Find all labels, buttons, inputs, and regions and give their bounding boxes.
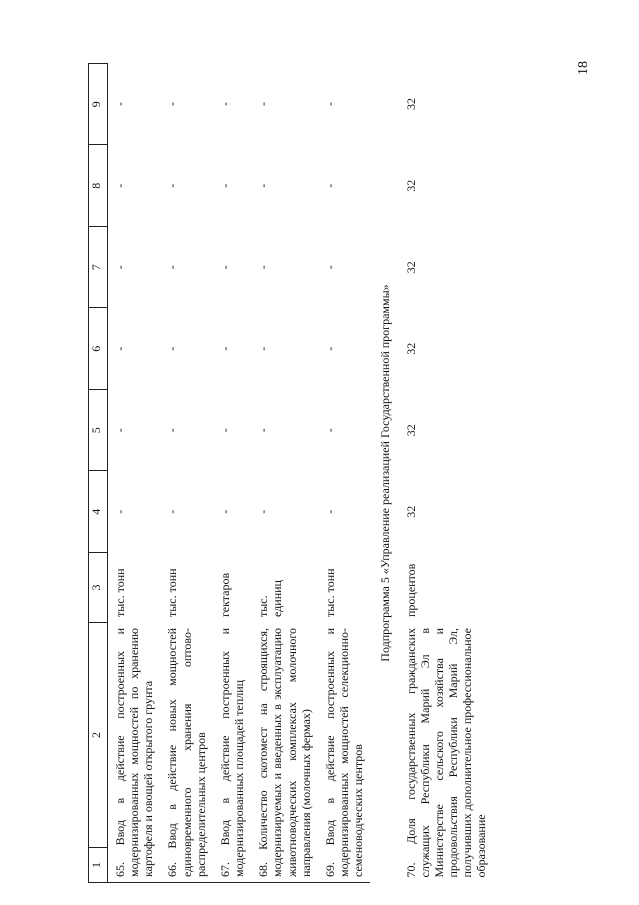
row-number: 68. (256, 862, 271, 877)
value-cell: - (113, 346, 127, 351)
value-cell: - (256, 183, 271, 188)
value-cell: - (322, 265, 337, 270)
indicator-text: Ввод в действие построенных и модернизированных мощностей селекционно-семеноводческих центров (322, 627, 366, 877)
indicator-cell (213, 623, 251, 883)
value-cell: - (113, 509, 127, 514)
table-row (251, 64, 318, 883)
column-header: 9 (89, 64, 108, 146)
unit-cell: тыс. тонн (165, 568, 180, 617)
column-header: 6 (89, 308, 108, 390)
value-cell: - (256, 346, 271, 351)
value-cell: - (256, 428, 271, 433)
value-cell: - (217, 509, 232, 514)
row-number: 67. (217, 862, 232, 877)
row-number: 70. (403, 862, 418, 878)
subprogram-row (370, 64, 398, 883)
value-cell: - (256, 102, 271, 106)
indicator-cell (160, 623, 212, 883)
value-cell: 32 (403, 342, 418, 355)
value-cell: - (165, 265, 180, 270)
row-number: 65. (113, 862, 127, 877)
unit-cell: тыс. тонн (113, 568, 127, 617)
indicator-cell (318, 623, 370, 883)
value-cell: - (165, 346, 180, 351)
table-row (399, 64, 494, 883)
unit-cell: тыс. единиц (256, 580, 285, 617)
column-header: 2 (89, 732, 103, 738)
column-header: 7 (89, 227, 108, 309)
value-cell: - (113, 183, 127, 188)
indicator-text: Доля государственных гражданских служащих Республики Марий Эл в Министерстве сельского хозяйства и продовольствия Республики Марий Эл, получивших дополнительное профессиональное образование (403, 628, 489, 878)
value-cell: 32 (403, 179, 418, 192)
value-cell: - (256, 509, 271, 514)
indicator-text: Ввод в действие новых мощностей единовременного хранения оптово-распределительных центров (165, 627, 208, 877)
page-number: 18 (576, 61, 591, 75)
indicator-cell (399, 623, 494, 883)
column-header: 4 (89, 471, 108, 553)
row-number: 66. (165, 862, 180, 877)
indicator-text: Количество скотомест на строящихся, модернизируемых и введенных в эксплуатацию животноводческих комплексах молочного направления (молочных фермах) (256, 628, 313, 877)
table-row (108, 64, 161, 883)
value-cell: - (165, 102, 180, 106)
value-cell: - (217, 428, 232, 433)
value-cell: - (113, 102, 127, 106)
indicator-text: Ввод в действие построенных и модернизированных площадей теплиц (217, 627, 247, 877)
column-header: 1 (89, 847, 107, 882)
value-cell: - (165, 183, 180, 188)
value-cell: - (256, 265, 271, 270)
value-cell: - (322, 428, 337, 433)
column-header: 8 (89, 145, 108, 227)
table-row (160, 64, 212, 883)
value-cell: 32 (403, 98, 418, 110)
indicator-cell (108, 623, 161, 883)
table-row (318, 64, 370, 883)
row-number: 69. (322, 862, 337, 877)
value-cell: 32 (403, 424, 418, 437)
value-cell: - (217, 102, 232, 106)
indicators-table (88, 63, 493, 883)
table-row (213, 64, 251, 883)
value-cell: - (165, 428, 180, 433)
value-cell: - (322, 346, 337, 351)
indicator-text: Ввод в действие построенных и модернизированных мощностей по хранению картофеля и овощей открытого грунта (113, 627, 156, 877)
column-header: 3 (89, 553, 108, 623)
value-cell: - (217, 183, 232, 188)
value-cell: - (217, 265, 232, 270)
column-header: 5 (89, 390, 108, 472)
column-number-row (89, 64, 108, 883)
indicator-cell (251, 623, 318, 883)
unit-cell: процентов (403, 563, 418, 617)
value-cell: 32 (403, 261, 418, 274)
value-cell: - (113, 428, 127, 433)
value-cell: - (165, 509, 180, 514)
unit-cell: гектаров (217, 572, 232, 617)
rotated-table-block (88, 63, 528, 883)
column-header-1-2 (89, 623, 108, 883)
value-cell: - (113, 265, 127, 270)
value-cell: - (322, 102, 337, 106)
subprogram-title: Подпрограмма 5 «Управление реализацией Государственной программы» (378, 284, 393, 662)
value-cell: - (322, 183, 337, 188)
value-cell: - (217, 346, 232, 351)
unit-cell: тыс. тонн (322, 568, 337, 617)
value-cell: - (322, 509, 337, 514)
value-cell: 32 (403, 505, 418, 518)
